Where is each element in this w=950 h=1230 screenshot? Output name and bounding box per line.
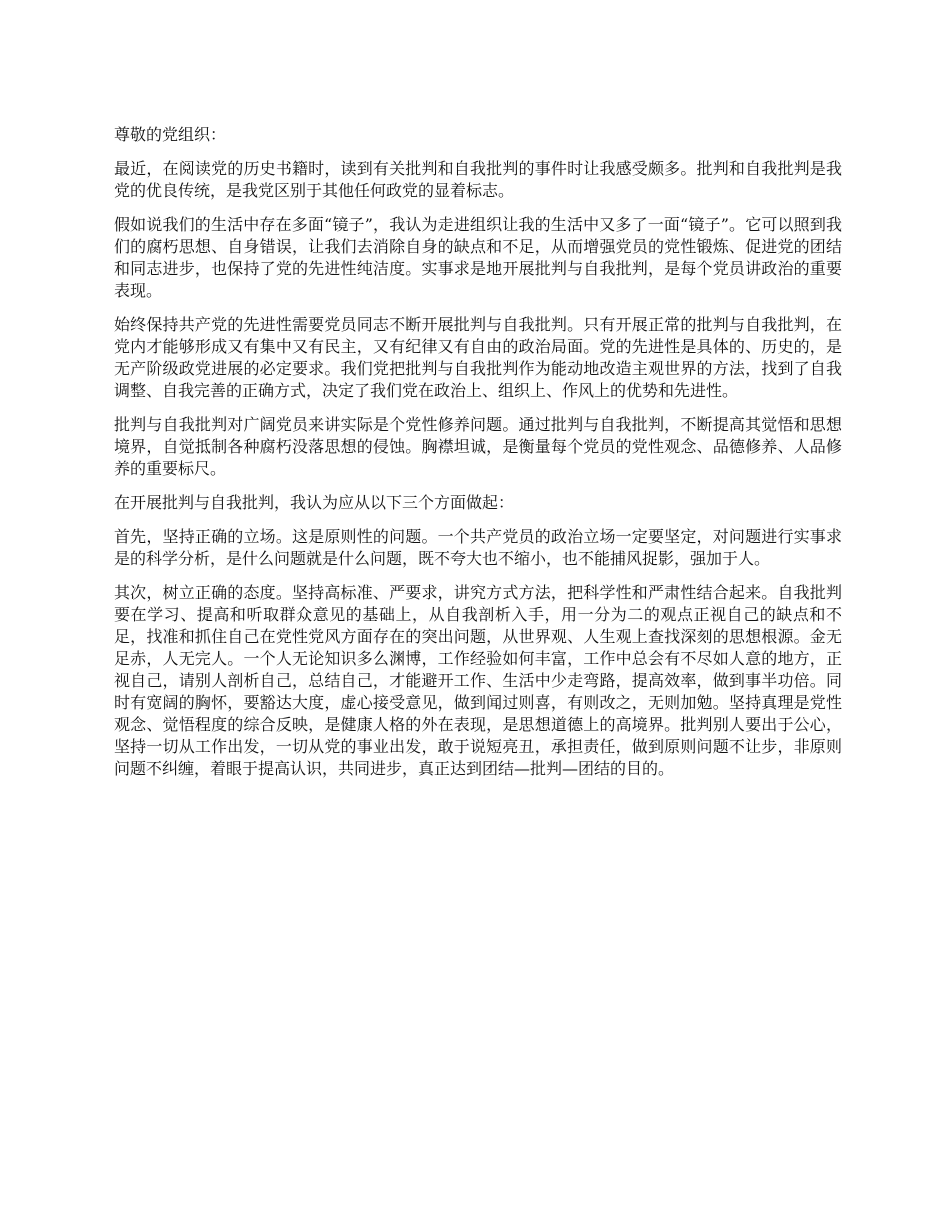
document-body (114, 124, 842, 792)
paragraph-5: 在开展批判与自我批判，我认为应从以下三个方面做起： (114, 493, 515, 512)
paragraph-6: 首先，坚持正确的立场。这是原则性的问题。一个共产党员的政治立场一定要坚定，对问题进行实事求是的科学分析，是什么问题就是什么问题，既不夸大也不缩小，也不能捕风捉影，强加于人。 (114, 527, 842, 568)
paragraph-3: 始终保持共产党的先进性需要党员同志不断开展批判与自我批判。只有开展正常的批判与自我批判，在党内才能够形成又有集中又有民主，又有纪律又有自由的政治局面。党的先进性是具体的、历史的，是无产阶级政党进展的必定要求。我们党把批判与自我批判作为能动地改造主观世界的方法，找到了自我调整、自我完善的正确方式，决定了我们党在政治上、组织上、作风上的优势和先进性。 (114, 315, 842, 400)
paragraph-1: 最近，在阅读党的历史书籍时，读到有关批判和自我批判的事件时让我感受颇多。批判和自我批判是我党的优良传统，是我党区别于其他任何政党的显着标志。 (114, 159, 842, 200)
paragraph-2: 假如说我们的生活中存在多面“镜子”，我认为走进组织让我的生活中又多了一面“镜子”。它可以照到我们的腐朽思想、自身错误，让我们去消除自身的缺点和不足，从而增强党员的党性锻炼、促进党的团结和同志进步，也保持了党的先进性纯洁度。实事求是地开展批判与自我批判，是每个党员讲政治的重要表现。 (114, 215, 842, 300)
salutation: 尊敬的党组织： (114, 125, 227, 144)
paragraph-7: 其次，树立正确的态度。坚持高标准、严要求，讲究方式方法，把科学性和严肃性结合起来。自我批判要在学习、提高和听取群众意见的基础上，从自我剖析入手，用一分为二的观点正视自己的缺点和不足，找准和抓住自己在党性党风方面存在的突出问题，从世界观、人生观上查找深刻的思想根源。金无足赤，人无完人。一个人无论知识多么渊博，工作经验如何丰富，工作中总会有不尽如人意的地方，正视自己，请别人剖析自己，总结自己，才能避开工作、生活中少走弯路，提高效率，做到事半功倍。同时有宽阔的胸怀，要豁达大度，虚心接受意见，做到闻过则喜，有则改之，无则加勉。坚持真理是党性观念、觉悟程度的综合反映，是健康人格的外在表现，是思想道德上的高境界。批判别人要出于公心，坚持一切从工作出发，一切从党的事业出发，敢于说短亮丑，承担责任，做到原则问题不让步，非原则问题不纠缠，着眼于提高认识，共同进步，真正达到团结—批判—团结的目的。 (114, 583, 842, 778)
paragraph-4: 批判与自我批判对广阔党员来讲实际是个党性修养问题。通过批判与自我批判，不断提高其觉悟和思想境界，自觉抵制各种腐朽没落思想的侵蚀。胸襟坦诚，是衡量每个党员的党性观念、品德修养、人品修养的重要标尺。 (114, 415, 842, 478)
